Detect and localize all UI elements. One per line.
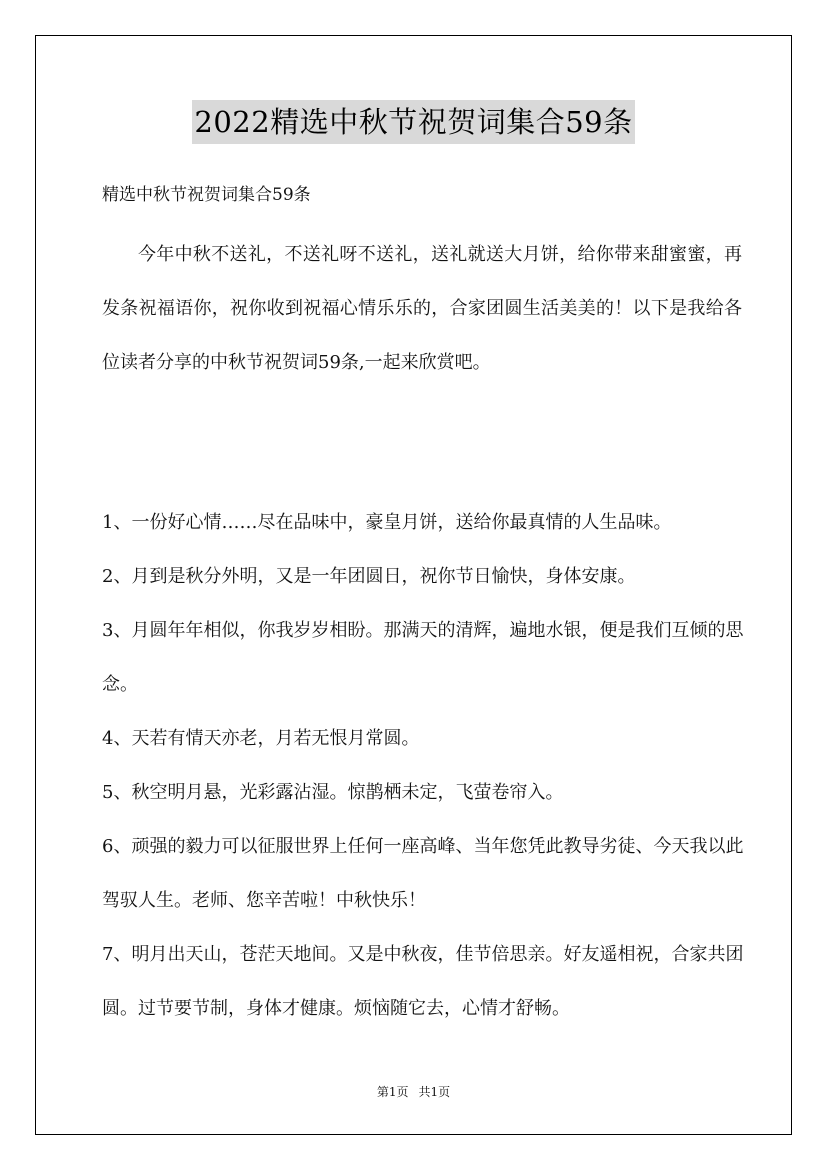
list-item: 5、秋空明月悬，光彩露沾湿。惊鹊栖未定，飞萤卷帘入。 [102,782,564,803]
intro-paragraph: 今年中秋不送礼，不送礼呀不送礼，送礼就送大月饼，给你带来甜蜜蜜，再发条祝福语你，祝你收到祝福心情乐乐的，合家团圆生活美美的！以下是我给各位读者分享的中秋节祝贺词59条,一起来欣赏吧。 [102,244,742,373]
list-item: 1、一份好心情……尽在品味中，豪皇月饼，送给你最真情的人生品味。 [102,512,672,533]
list-item: 3、月圆年年相似，你我岁岁相盼。那满天的清辉，遍地水银，便是我们互倾的思念。 [102,620,744,695]
list-item: 4、天若有情天亦老，月若无恨月常圆。 [102,728,420,749]
list-item: 7、明月出天山，苍茫天地间。又是中秋夜，佳节倍思亲。好友遥相祝，合家共团圆。过节要节制，身体才健康。烦恼随它去，心情才舒畅。 [102,944,744,1019]
list-item: 2、月到是秋分外明，又是一年团圆日，祝你节日愉快，身体安康。 [102,566,636,587]
document-title: 2022精选中秋节祝贺词集合59条 [192,100,634,144]
title-container [0,100,827,144]
document-subtitle: 精选中秋节祝贺词集合59条 [102,185,311,205]
list-item: 6、顽强的毅力可以征服世界上任何一座高峰、当年您凭此教导劣徒、今天我以此驾驭人生。老师、您辛苦啦！中秋快乐！ [102,836,744,911]
greeting-list [102,496,752,1036]
page-number: 第1页 [376,1085,409,1099]
page-total: 共1页 [418,1085,451,1099]
page-footer [0,1082,827,1102]
